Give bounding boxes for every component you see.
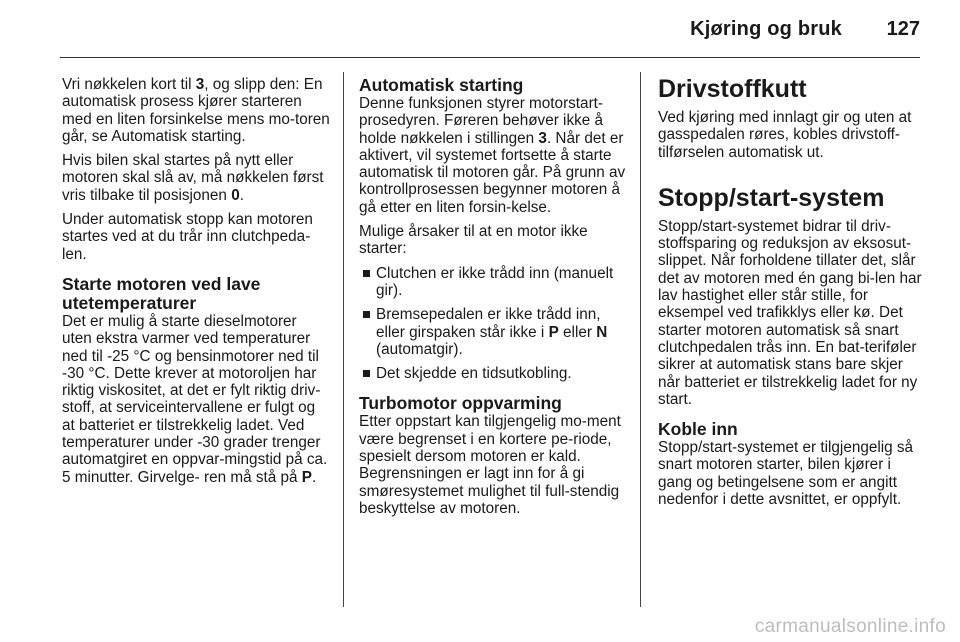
main-heading: Drivstoffkutt xyxy=(658,75,807,103)
column-right xyxy=(658,76,926,515)
column-divider xyxy=(343,72,344,607)
paragraph: Ved kjøring med innlagt gir og uten at gasspedalen røres, kobles drivstoff-tilførselen automatisk ut. xyxy=(658,109,912,161)
paragraph: Stopp/start-systemet er tilgjengelig så snart motoren starter, bilen kjører i gang og betingelsene som er angitt nedenfor i dette avsnittet, er oppfylt. xyxy=(658,439,914,509)
paragraph: Vri nøkkelen kort til 3, og slipp den: En automatisk prosess kjører starteren med en liten forsinkelse mens mo-toren går, se Automatisk starting. xyxy=(62,76,330,145)
watermark: carmanualsonline.info xyxy=(754,616,946,637)
section-heading: Automatisk starting xyxy=(359,75,524,95)
column-divider xyxy=(640,72,641,607)
list-item: Det skjedde en tidsutkobling. xyxy=(359,365,627,382)
paragraph: Denne funksjonen styrer motorstart-prosedyren. Føreren behøver ikke å holde nøkkelen i stillingen 3. Når det er aktivert, vil systemet fortsette å starte automatisk til motoren går. På grunn av kontrollprosessen begynner motoren å gå etter en liten forsin-kelse. xyxy=(359,95,626,216)
page-number: 127 xyxy=(886,18,920,40)
paragraph: Det er mulig å starte dieselmotorer uten ekstra varmer ved temperaturer ned til -25 °C og bensinmotorer ned til -30 °C. Dette krever at motoroljen har riktig viskositet, at det er fylt riktig driv-stoff, at serviceintervallene er fulgt og at batteriet er tilstrekkelig ladet. Ved temperaturer under -30 grader trenger automatgiret en oppvar-mingstid på ca. 5 minutter. Girvelge- ren må stå på P. xyxy=(62,312,328,486)
chapter-title: Kjøring og bruk xyxy=(690,18,842,40)
paragraph: Stopp/start-systemet bidrar til driv-stoffsparing og reduksjon av eksosut-slippet. Når forholdene tillater det, slår det av motoren med én gang bi-len har lav hastighet eller står stille, for eksempel ved trafikklys eller kø. Det starter motoren automatisk så snart clutchpedalen trås inn. En bat-teriføler sikrer at automatisk stans bare skjer når batteriet er tilstrekkelig ladet for ny start. xyxy=(658,217,922,408)
main-heading: Stopp/start-system xyxy=(658,183,885,212)
header-rule xyxy=(60,57,920,58)
column-left xyxy=(62,76,330,486)
column-middle xyxy=(359,76,627,524)
paragraph: Mulige årsaker til at en motor ikke starter: xyxy=(359,223,588,258)
section-heading: Starte motoren ved lave utetemperaturer xyxy=(62,273,261,313)
section-heading: Turbomotor oppvarming xyxy=(359,393,562,414)
paragraph: Under automatisk stopp kan motoren startes ved at du trår inn clutchpeda-len. xyxy=(62,211,313,263)
list-item: Bremsepedalen er ikke trådd inn, eller girspaken står ikke i P eller N (automatgir). xyxy=(359,306,627,358)
list-item: Clutchen er ikke trådd inn (manuelt gir). xyxy=(359,265,627,300)
bullet-list xyxy=(359,265,627,383)
paragraph: Hvis bilen skal startes på nytt eller motoren skal slå av, må nøkkelen først vris tilbake til posisjonen 0. xyxy=(62,152,324,204)
paragraph: Etter oppstart kan tilgjengelig mo-ment være begrenset i en kortere pe-riode, spesielt dersom motoren er kald. Begrensningen er lagt inn for å gi smøresystemet mulighet til full-stendig beskyttelse av motoren. xyxy=(359,413,621,517)
section-heading: Koble inn xyxy=(658,419,738,440)
page-header xyxy=(0,0,960,58)
